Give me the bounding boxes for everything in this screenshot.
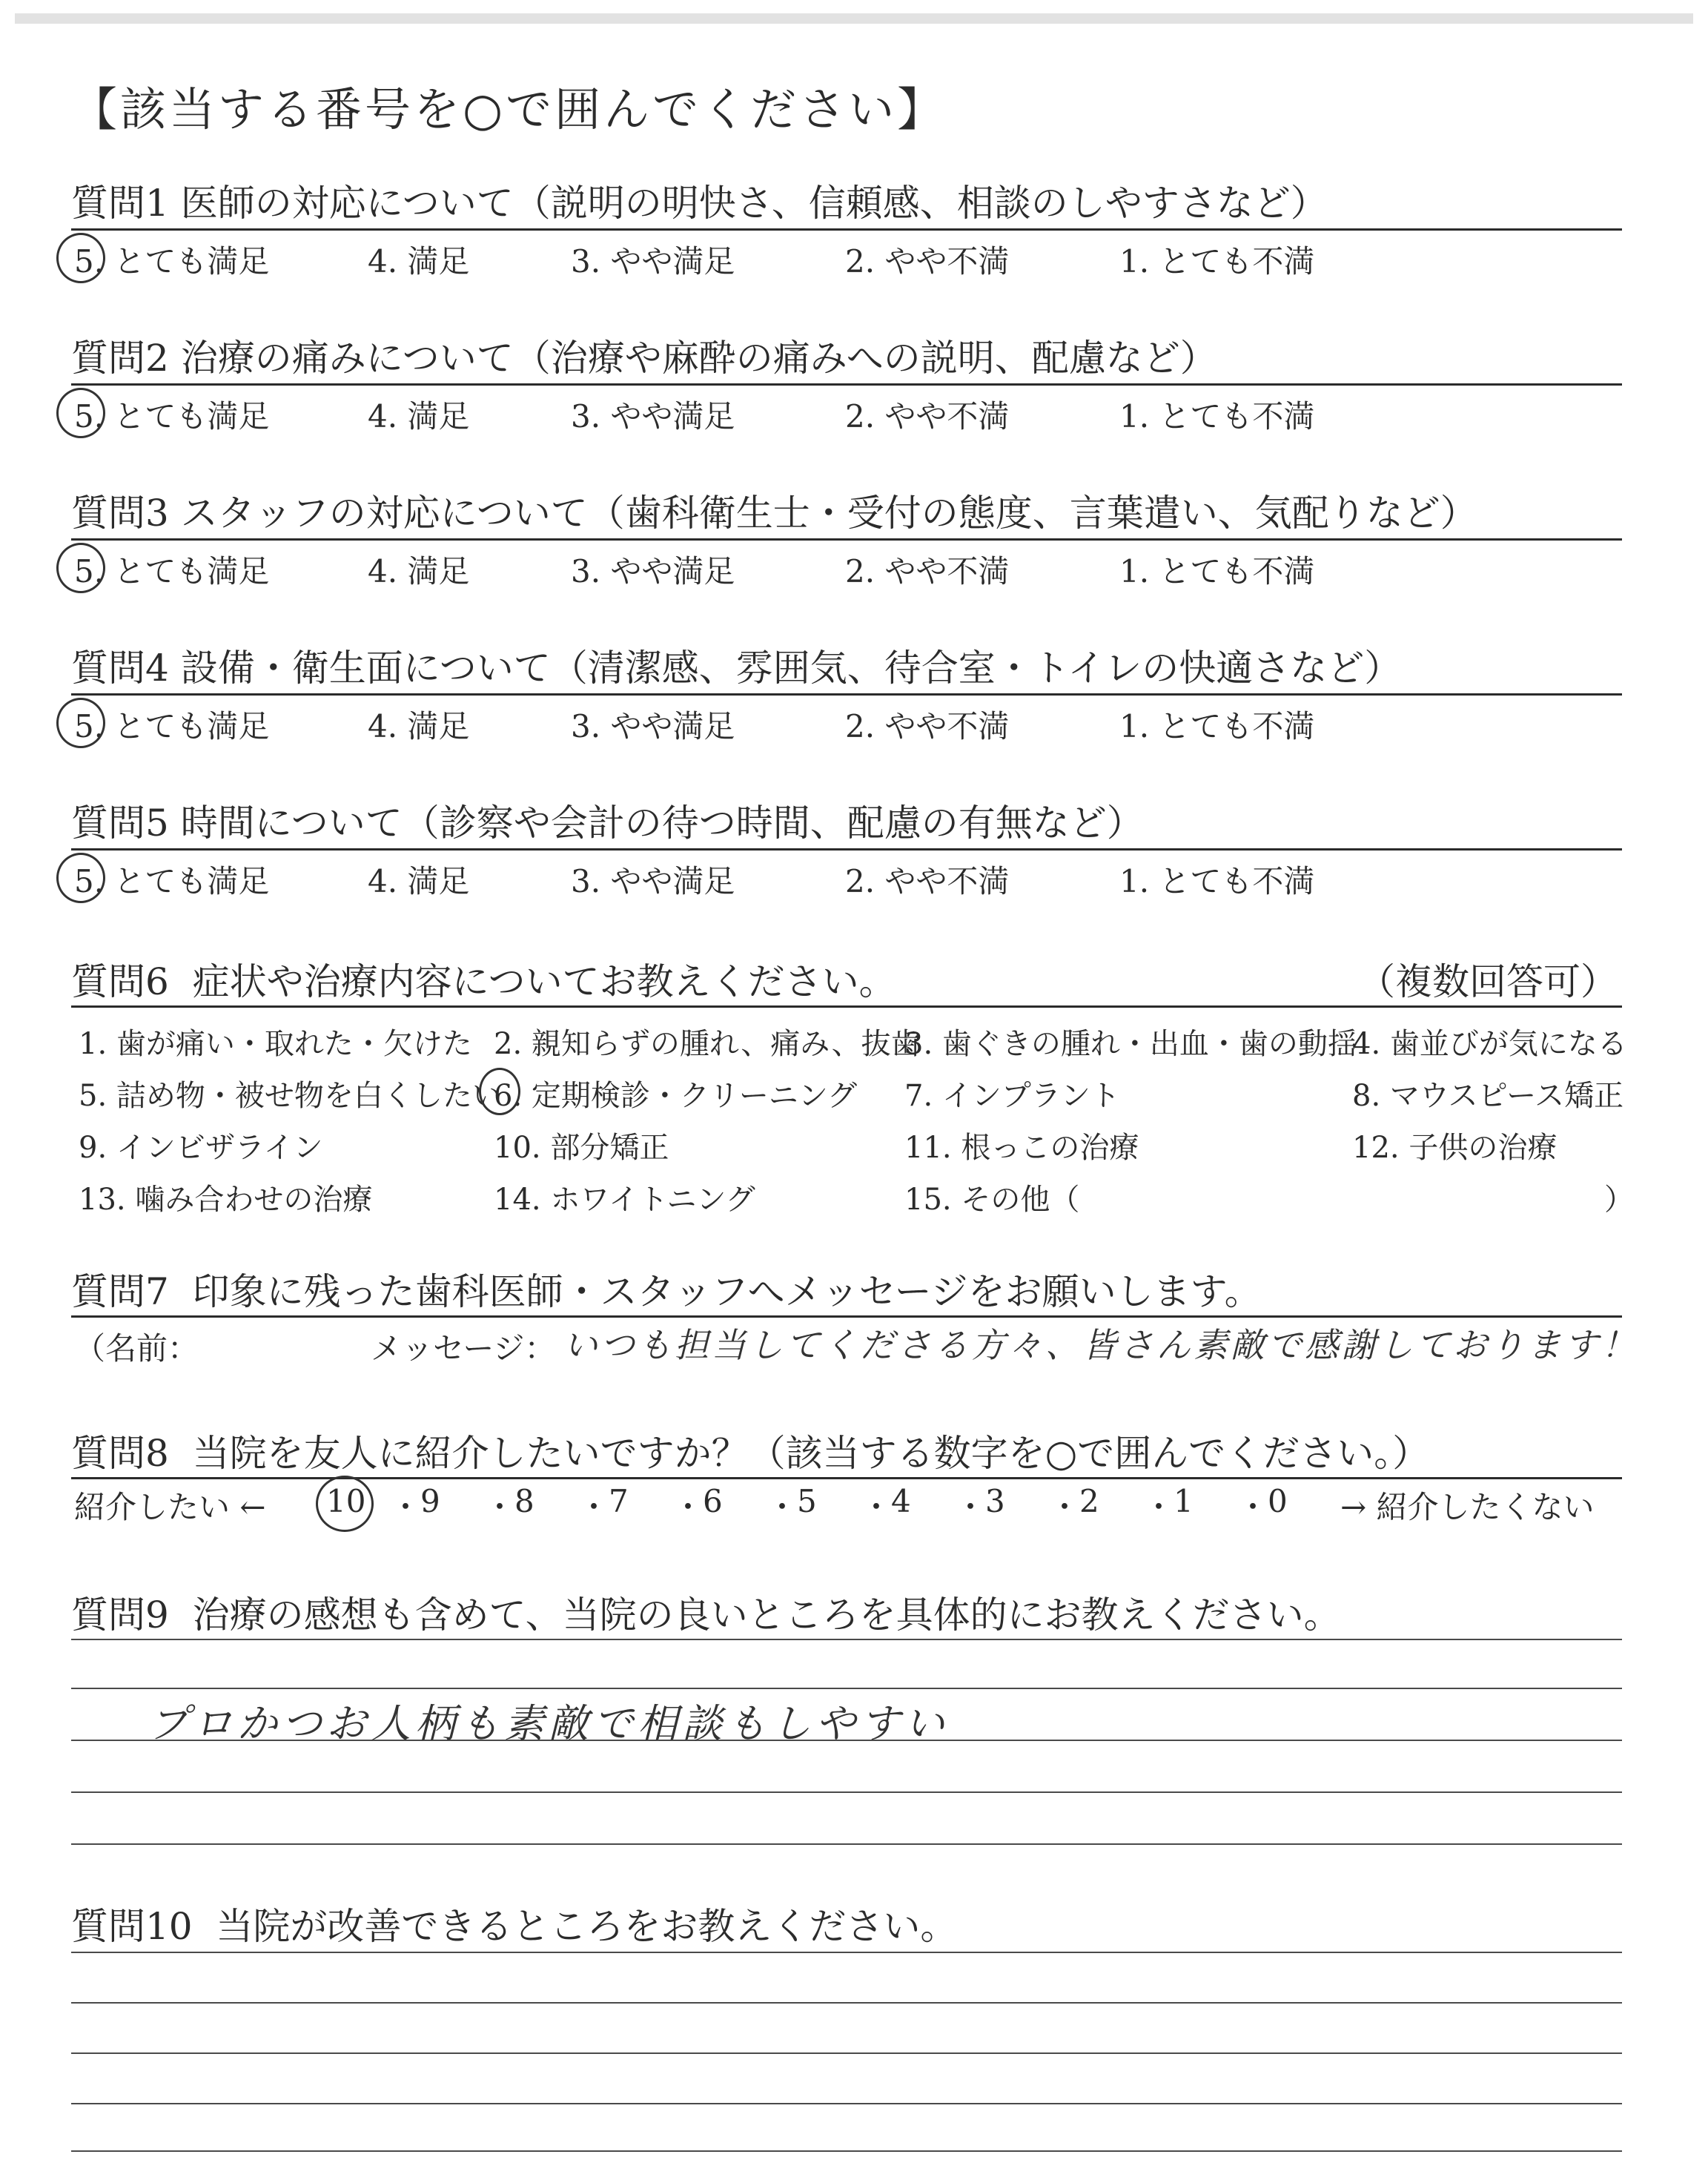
- q6-option-9[interactable]: 9. インビザライン: [79, 1131, 323, 1165]
- q3-label: 質問3: [71, 492, 169, 535]
- q10-text: 当院が改善できるところをお教えください。: [216, 1905, 958, 1948]
- q2-option-4[interactable]: 4. 満足: [368, 398, 470, 435]
- q9-answer[interactable]: プロかつお人柄も素敵で相談もしやすい: [148, 1700, 949, 1747]
- q4-heading: [71, 638, 1401, 692]
- q8-scale-1[interactable]: 1: [1174, 1483, 1194, 1519]
- q8-scale-8[interactable]: 8: [514, 1483, 534, 1519]
- q8-separator: ・: [955, 1489, 987, 1525]
- q6-option-12[interactable]: 12. 子供の治療: [1352, 1131, 1558, 1165]
- q10-line-4: [71, 2103, 1622, 2104]
- q3-option-3[interactable]: 3. やや満足: [571, 553, 735, 589]
- q1-option-4[interactable]: 4. 満足: [368, 243, 470, 280]
- q8-label: 質問8: [71, 1432, 169, 1475]
- q6-option-10[interactable]: 10. 部分矯正: [494, 1131, 669, 1165]
- q7-rule: [71, 1315, 1622, 1318]
- q10-line-2: [71, 2002, 1622, 2004]
- q1-rule: [71, 228, 1622, 231]
- form-title: 【該当する番号を○で囲んでください】: [71, 82, 947, 136]
- q8-text: 当院を友人に紹介したいですか？（該当する数字を○で囲んでください。）: [192, 1432, 1430, 1475]
- q10-line-3: [71, 2052, 1622, 2054]
- q6-option-8[interactable]: 8. マウスピース矯正: [1352, 1079, 1624, 1113]
- q5-option-3[interactable]: 3. やや満足: [571, 863, 735, 899]
- q8-separator: ・: [1143, 1489, 1175, 1525]
- q1-heading: [71, 174, 1328, 227]
- q7-heading: [71, 1262, 1262, 1315]
- q6-heading: [71, 952, 896, 1005]
- q6-option-3[interactable]: 3. 歯ぐきの腫れ・出血・歯の動揺: [904, 1027, 1357, 1061]
- q5-option-1[interactable]: 1. とても不満: [1119, 863, 1315, 899]
- q5-text: 時間について（診察や会計の待つ時間、配慮の有無など）: [180, 802, 1144, 845]
- q8-separator: ・: [484, 1489, 516, 1525]
- q2-option-5[interactable]: 5. とても満足: [74, 398, 270, 435]
- q6-note: （複数回答可）: [1358, 960, 1618, 1003]
- q9-text: 治療の感想も含めて、当院の良いところを具体的にお教えください。: [192, 1593, 1341, 1636]
- q8-separator: ・: [390, 1489, 422, 1525]
- q9-line-4: [71, 1791, 1622, 1793]
- q4-text: 設備・衛生面について（清潔感、雰囲気、待合室・トイレの快適さなど）: [180, 647, 1402, 690]
- q9-line-2: [71, 1688, 1622, 1689]
- q6-option-7[interactable]: 7. インプラント: [904, 1079, 1120, 1113]
- q8-separator: ・: [767, 1489, 798, 1525]
- q8-scale-2[interactable]: 2: [1079, 1483, 1099, 1519]
- scan-edge: [15, 13, 1693, 24]
- q5-option-2[interactable]: 2. やや不満: [845, 863, 1010, 899]
- q3-heading: [71, 483, 1477, 537]
- q8-selected-circle: [316, 1476, 374, 1532]
- q8-scale-9[interactable]: 9: [420, 1483, 440, 1519]
- q8-scale-3[interactable]: 3: [985, 1483, 1005, 1519]
- q2-heading: [71, 328, 1217, 382]
- q4-rule: [71, 693, 1622, 696]
- q9-line-1: [71, 1639, 1622, 1640]
- q5-option-4[interactable]: 4. 満足: [368, 863, 470, 899]
- q8-scale-6[interactable]: 6: [703, 1483, 723, 1519]
- q2-label: 質問2: [71, 337, 169, 380]
- q7-message-value[interactable]: いつも担当してくださる方々、皆さん素敵で感謝しております！: [563, 1325, 1638, 1365]
- q1-text: 医師の対応について（説明の明快さ、信頼感、相談のしやすさなど）: [180, 182, 1328, 225]
- q6-option-6[interactable]: 6. 定期検診・クリーニング: [494, 1079, 858, 1113]
- q1-option-2[interactable]: 2. やや不満: [845, 243, 1010, 280]
- q3-text: スタッフの対応について（歯科衛生士・受付の態度、言葉遣い、気配りなど）: [180, 492, 1477, 535]
- q6-option-16: ）: [1604, 1183, 1634, 1217]
- q8-separator: ・: [578, 1489, 610, 1525]
- q5-rule: [71, 848, 1622, 851]
- q8-rule: [71, 1477, 1622, 1479]
- q4-label: 質問4: [71, 647, 169, 690]
- q2-answer-circle: [56, 388, 105, 438]
- q2-text: 治療の痛みについて（治療や麻酔の痛みへの説明、配慮など）: [180, 337, 1217, 380]
- q6-option-14[interactable]: 14. ホワイトニング: [494, 1183, 755, 1217]
- q8-right-label: → 紹介したくない: [1340, 1489, 1595, 1525]
- q8-heading: [71, 1424, 1429, 1477]
- q8-separator: ・: [1049, 1489, 1081, 1525]
- q5-option-5[interactable]: 5. とても満足: [74, 863, 270, 899]
- q6-option-4[interactable]: 4. 歯並びが気になる: [1352, 1027, 1627, 1061]
- q7-message-label: メッセージ：: [371, 1330, 556, 1367]
- q4-option-2[interactable]: 2. やや不満: [845, 708, 1010, 744]
- q6-option-13[interactable]: 13. 噛み合わせの治療: [79, 1183, 373, 1217]
- q4-option-3[interactable]: 3. やや満足: [571, 708, 735, 744]
- q2-option-3[interactable]: 3. やや満足: [571, 398, 735, 435]
- q1-label: 質問1: [71, 182, 169, 225]
- q10-line-1: [71, 1952, 1622, 1953]
- q6-selected-circle: [479, 1068, 520, 1115]
- q5-answer-circle: [56, 853, 105, 903]
- q9-label: 質問9: [71, 1593, 169, 1636]
- q1-option-1[interactable]: 1. とても不満: [1119, 243, 1315, 280]
- q5-heading: [71, 793, 1144, 847]
- q1-answer-circle: [56, 233, 105, 283]
- q8-scale-5[interactable]: 5: [797, 1483, 817, 1519]
- q1-option-3[interactable]: 3. やや満足: [571, 243, 735, 280]
- q3-rule: [71, 538, 1622, 541]
- q3-option-1[interactable]: 1. とても不満: [1119, 553, 1315, 589]
- q8-scale-7[interactable]: 7: [609, 1483, 629, 1519]
- q6-text: 症状や治療内容についてお教えください。: [192, 960, 896, 1003]
- q1-option-5[interactable]: 5. とても満足: [74, 243, 270, 280]
- q6-option-15[interactable]: 15. その他（: [904, 1183, 1080, 1217]
- q8-separator: ・: [672, 1489, 704, 1525]
- q8-separator: ・: [1237, 1489, 1269, 1525]
- q6-label: 質問6: [71, 960, 169, 1003]
- q6-option-1[interactable]: 1. 歯が痛い・取れた・欠けた: [79, 1027, 472, 1061]
- q6-option-2[interactable]: 2. 親知らずの腫れ、痛み、抜歯: [494, 1027, 921, 1061]
- q8-scale-10[interactable]: 10: [326, 1483, 366, 1519]
- q7-text: 印象に残った歯科医師・スタッフへメッセージをお願いします。: [192, 1270, 1262, 1313]
- q3-option-2[interactable]: 2. やや不満: [845, 553, 1010, 589]
- q4-option-4[interactable]: 4. 満足: [368, 708, 470, 744]
- q2-rule: [71, 383, 1622, 386]
- q7-name-label: （名前：: [74, 1330, 199, 1367]
- q9-line-5: [71, 1843, 1622, 1845]
- q3-answer-circle: [56, 543, 105, 593]
- q6-rule: [71, 1005, 1622, 1008]
- q6-option-5[interactable]: 5. 詰め物・被せ物を白くしたい: [79, 1079, 502, 1113]
- q5-label: 質問5: [71, 802, 169, 845]
- q10-heading: [71, 1897, 957, 1950]
- q4-option-5[interactable]: 5. とても満足: [74, 708, 270, 744]
- q8-separator: ・: [861, 1489, 893, 1525]
- q4-answer-circle: [56, 698, 105, 748]
- q10-label: 質問10: [71, 1905, 193, 1948]
- q3-option-4[interactable]: 4. 満足: [368, 553, 470, 589]
- q7-label: 質問7: [71, 1270, 169, 1313]
- q9-heading: [71, 1585, 1341, 1639]
- q10-line-5: [71, 2150, 1622, 2152]
- q6-option-11[interactable]: 11. 根っこの治療: [904, 1131, 1139, 1165]
- q8-scale-0[interactable]: 0: [1268, 1483, 1288, 1519]
- q2-option-2[interactable]: 2. やや不満: [845, 398, 1010, 435]
- q4-option-1[interactable]: 1. とても不満: [1119, 708, 1315, 744]
- q2-option-1[interactable]: 1. とても不満: [1119, 398, 1315, 435]
- q8-left-label: 紹介したい ←: [74, 1489, 266, 1525]
- q8-scale-4[interactable]: 4: [891, 1483, 911, 1519]
- q3-option-5[interactable]: 5. とても満足: [74, 553, 270, 589]
